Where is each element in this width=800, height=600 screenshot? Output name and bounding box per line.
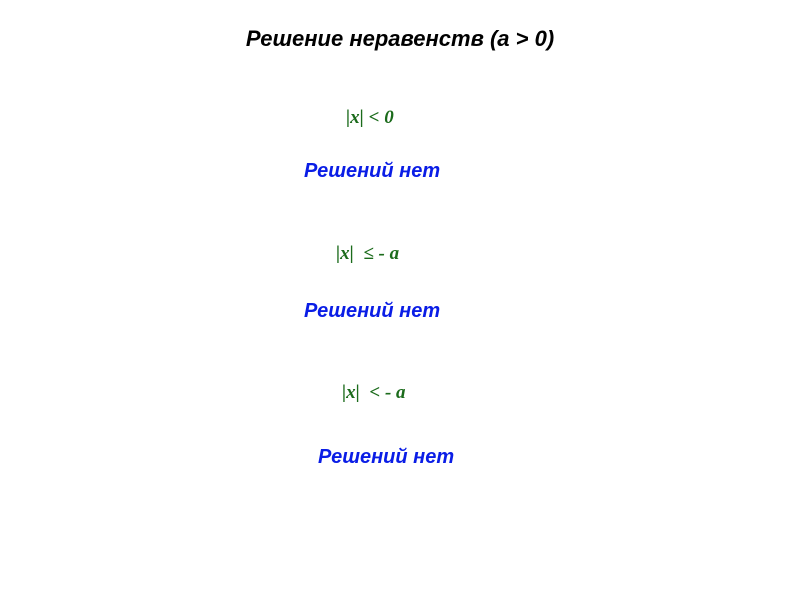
solution-3: Решений нет xyxy=(318,446,455,468)
inequality-1: |x| < 0 xyxy=(346,107,394,128)
solution-1: Решений нет xyxy=(304,160,441,182)
solution-2: Решений нет xyxy=(304,300,441,322)
page-title: Решение неравенств (а > 0) xyxy=(245,26,555,51)
inequality-3: |x| < - a xyxy=(342,382,406,403)
inequality-2: |x| ≤ - a xyxy=(336,243,400,264)
